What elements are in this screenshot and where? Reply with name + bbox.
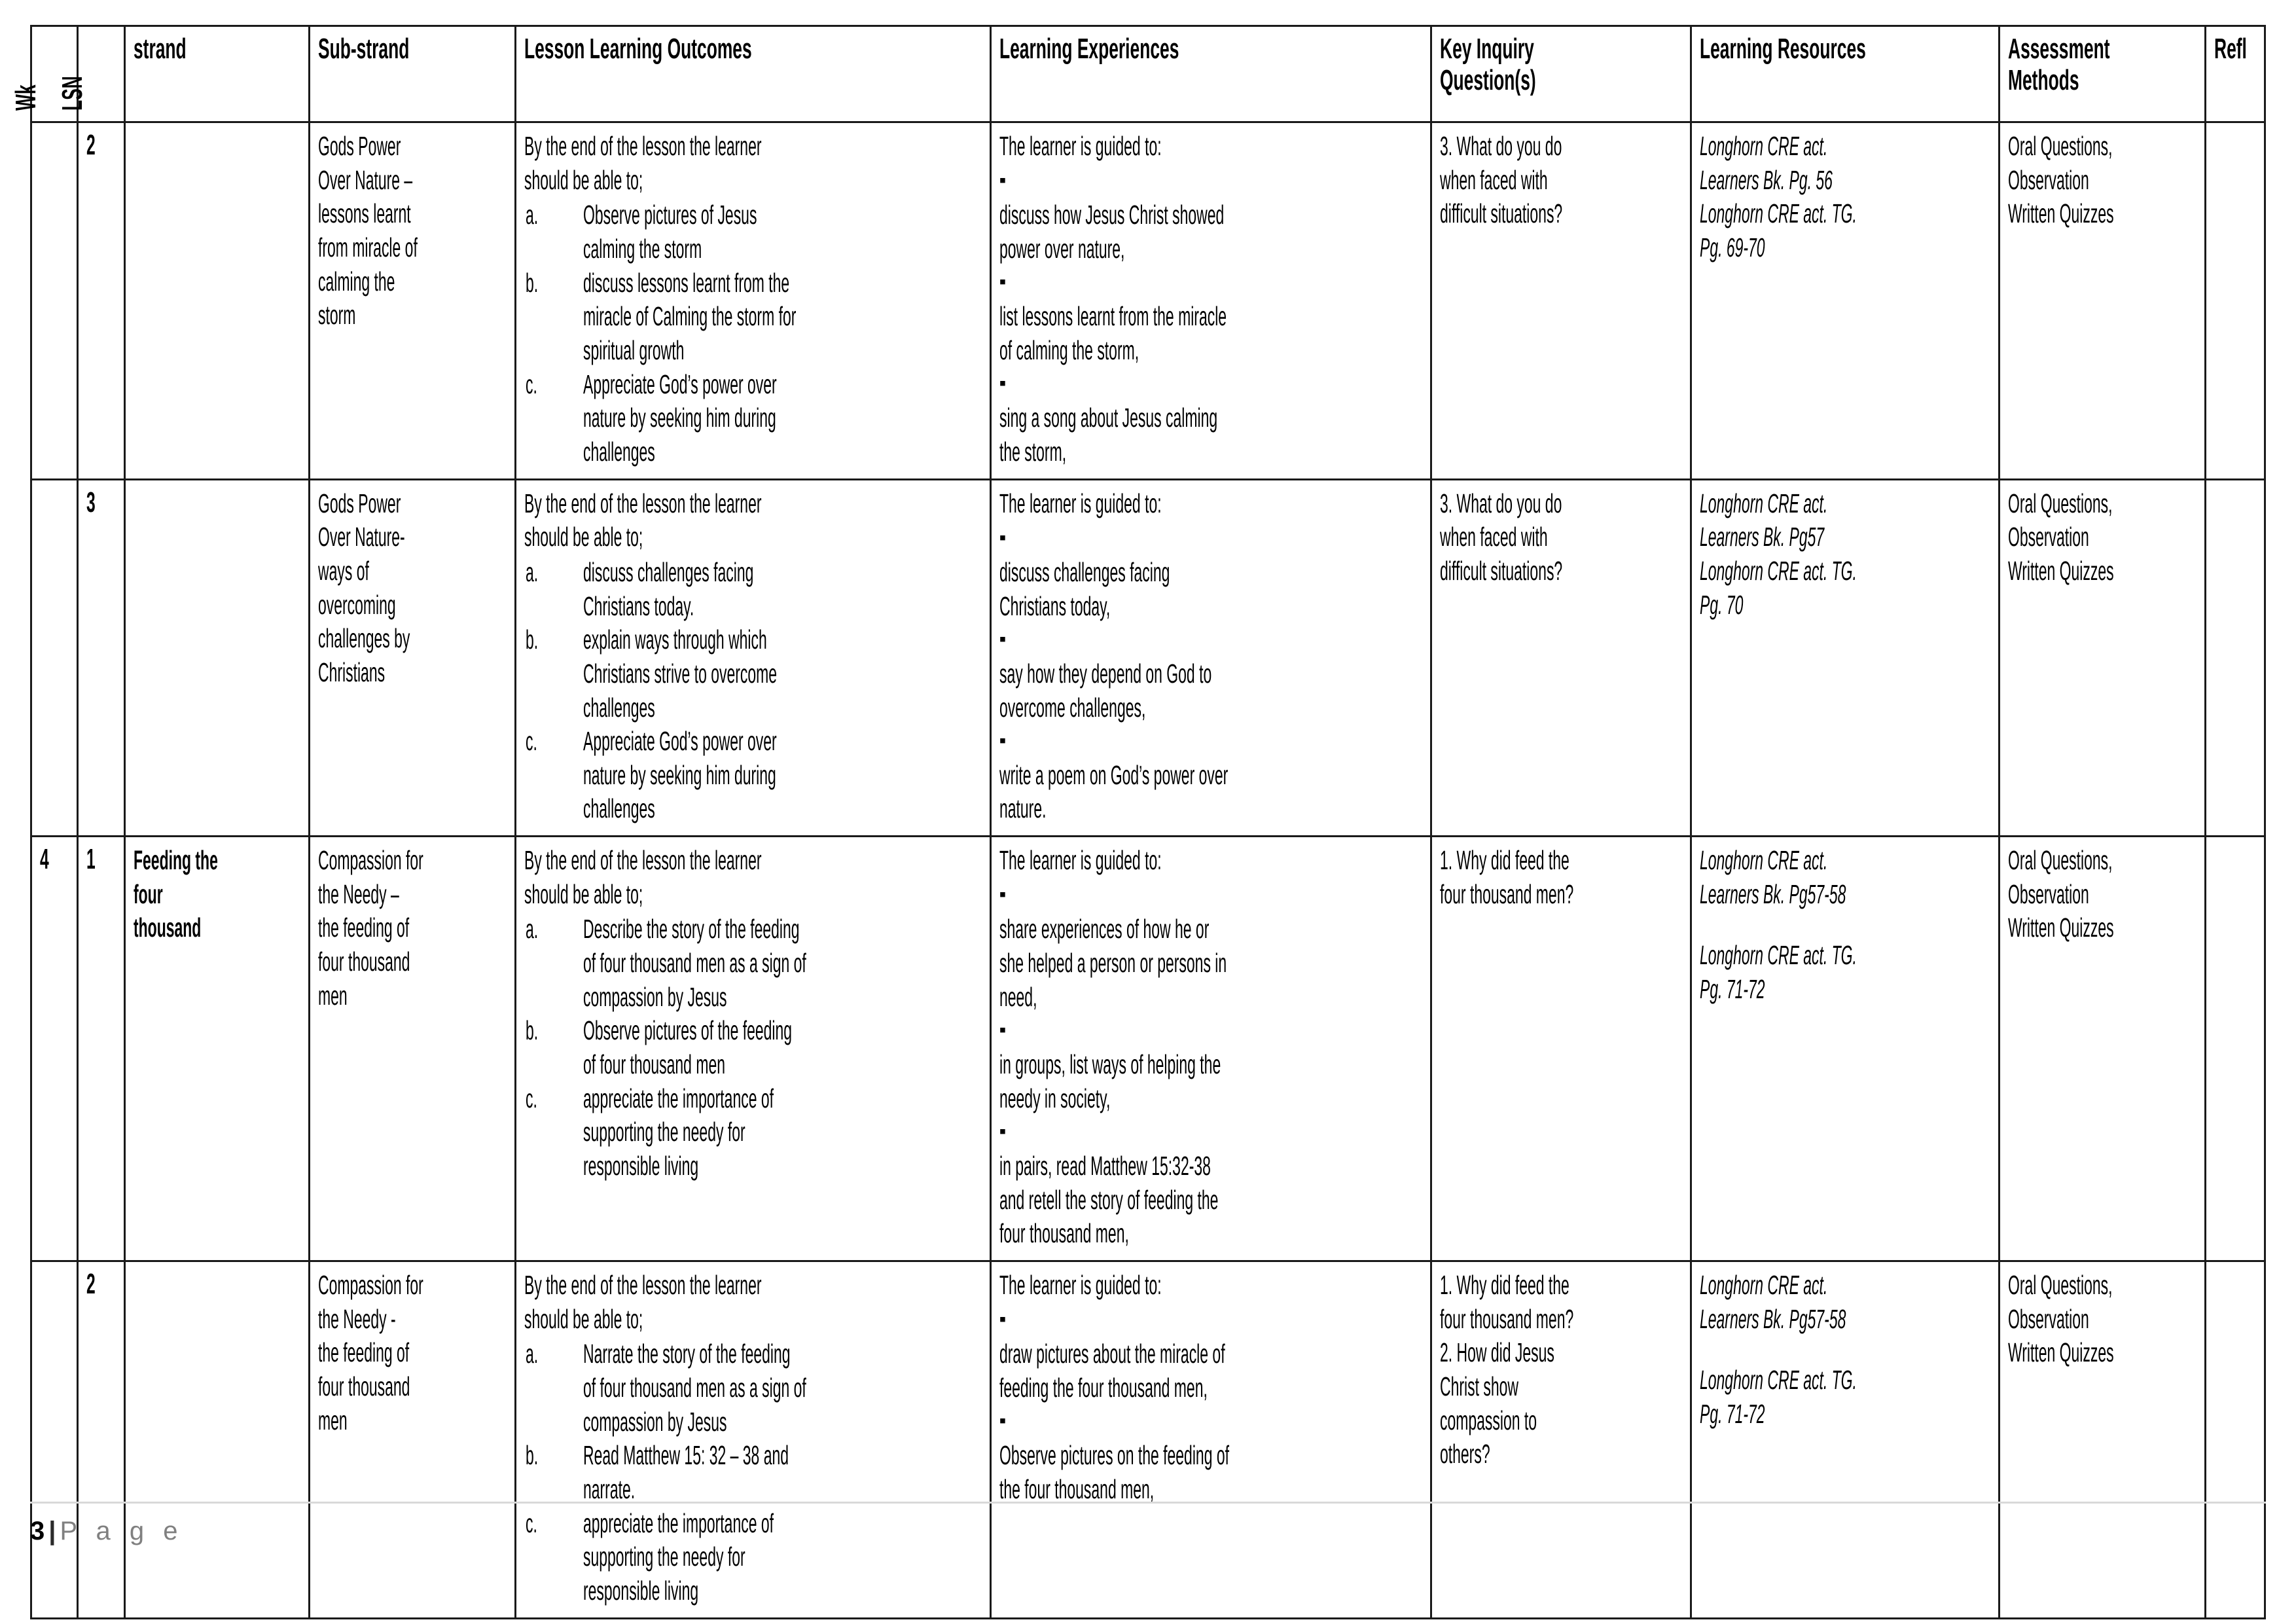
cell-strand [124, 837, 309, 1261]
llo-item-text: Appreciate God’s power over nature by seeking him during challenges [583, 726, 781, 824]
cell-sub-strand [309, 479, 515, 837]
lex-list-item [999, 1405, 1424, 1507]
square-bullet-icon: ▪ [999, 1308, 1007, 1331]
cell-learning-resources [1691, 1261, 2000, 1619]
llo-list-item [524, 1082, 982, 1183]
assessment-method: Observation [2008, 164, 2089, 195]
llo-list-item [524, 198, 982, 266]
page-number-block [30, 1518, 2266, 1544]
column-header-lesson-learning-outcomes [516, 26, 990, 122]
cell-lesson-learning-outcomes [516, 479, 990, 837]
llo-item-text: discuss challenges facing Christians today. [583, 556, 758, 621]
cell-assessment-methods [2000, 479, 2206, 837]
cell-wk [31, 837, 78, 1261]
learning-resource: Longhorn CRE act. TG. Pg. 70 [1700, 555, 1861, 620]
llo-list-item [524, 623, 982, 725]
lex-item-text: discuss how Jesus Christ showed power over nature, [999, 200, 1229, 264]
llo-item-marker: b. [526, 1015, 539, 1046]
llo-list-item [524, 1439, 982, 1506]
cell-wk [31, 479, 78, 837]
sub-strand-detail: the feeding of four thousand men [317, 1337, 414, 1435]
llo-lead-text: By the end of the lesson the learner should be able to; [524, 131, 766, 195]
square-bullet-icon: ▪ [999, 526, 1007, 549]
llo-list-item [524, 368, 982, 469]
column-header-lr-label: Learning Resources [1700, 33, 1866, 65]
column-header-llo-label: Lesson Learning Outcomes [524, 33, 752, 65]
table-row [31, 837, 2265, 1261]
cell-sub-strand [309, 122, 515, 480]
cell-learning-resources [1691, 837, 2000, 1261]
scheme-of-work-table [10, 25, 2266, 1619]
column-header-kiq-label: Key Inquiry Question(s) [1439, 33, 1539, 96]
lex-item-text: in pairs, read Matthew 15:32-38 and retell the story of feeding the four thousand men, [999, 1151, 1223, 1249]
llo-item-marker: b. [526, 267, 539, 298]
lex-item-text: list lessons learnt from the miracle of calming the storm, [999, 301, 1231, 365]
lex-list-item [999, 623, 1424, 725]
assessment-method: Written Quizzes [2008, 555, 2114, 586]
lex-list [999, 1304, 1424, 1507]
llo-list [524, 198, 982, 469]
cell-key-inquiry-questions [1431, 1261, 1691, 1619]
column-header-sub-strand-label: Sub-strand [317, 33, 410, 65]
cell-sub-strand [309, 1261, 515, 1619]
llo-item-text: appreciate the importance of supporting the needy for responsible living [583, 1507, 778, 1606]
lex-list-item [999, 165, 1424, 266]
cell-refl [2206, 122, 2265, 480]
cell-refl [2206, 837, 2265, 1261]
cell-key-inquiry-questions [1431, 479, 1691, 837]
lesson-number: 2 [86, 1268, 96, 1300]
lex-lead-text: The learner is guided to: [999, 1270, 1162, 1300]
lex-list-item [999, 368, 1424, 469]
llo-item-marker: c. [526, 1507, 538, 1538]
cell-lsn [78, 479, 124, 837]
lex-list-item [999, 1115, 1424, 1251]
cell-learning-experiences [990, 837, 1431, 1261]
cell-strand [124, 122, 309, 480]
square-bullet-icon: ▪ [999, 1120, 1007, 1142]
cell-lsn [78, 1261, 124, 1619]
cell-strand [124, 1261, 309, 1619]
llo-item-text: Narrate the story of the feeding of four thousand men as a sign of compassion by Jesus [583, 1339, 811, 1437]
lex-lead-text: The learner is guided to: [999, 488, 1162, 518]
cell-lsn [78, 837, 124, 1261]
llo-list-item [524, 1337, 982, 1439]
llo-item-marker: a. [526, 1339, 539, 1369]
assessment-method: Observation [2008, 1303, 2089, 1334]
assessment-method: Oral Questions, [2008, 845, 2113, 876]
llo-list-item [524, 556, 982, 623]
resource-spacer [1700, 1336, 1992, 1363]
learning-resource: Longhorn CRE act. TG. Pg. 71-72 [1700, 940, 1861, 1005]
key-inquiry-question: 3. What do you do when faced with difficult situations? [1439, 488, 1566, 586]
assessment-method: Oral Questions, [2008, 488, 2113, 518]
assessment-method: Observation [2008, 878, 2089, 909]
column-header-am-label: Assessment Methods [2008, 33, 2115, 96]
table-row [31, 1261, 2265, 1619]
lex-list [999, 165, 1424, 469]
footer-separator: | [48, 1517, 56, 1545]
column-header-strand-label: strand [133, 33, 187, 65]
sub-strand-detail: ways of overcoming challenges by Christians [317, 555, 414, 687]
lex-item-text: Observe pictures on the feeding of the four thousand men, [999, 1440, 1234, 1504]
llo-list-item [524, 1014, 982, 1081]
column-header-refl-label: Refl [2214, 33, 2248, 65]
resource-spacer [1700, 911, 1992, 939]
llo-item-marker: c. [526, 369, 538, 399]
week-number: 4 [40, 843, 49, 876]
square-bullet-icon: ▪ [999, 170, 1007, 192]
llo-item-marker: b. [526, 1440, 539, 1471]
llo-list-item [524, 266, 982, 368]
lex-item-text: write a poem on God’s power over nature. [999, 759, 1232, 824]
lex-list-item [999, 266, 1424, 368]
lex-list [999, 879, 1424, 1251]
footer-page-word: P a g e [60, 1517, 184, 1545]
sub-strand-detail: the feeding of four thousand men [317, 912, 414, 1011]
llo-item-text: Observe pictures of the feeding of four thousand men [583, 1015, 797, 1080]
llo-item-marker: a. [526, 200, 539, 230]
llo-item-marker: a. [526, 914, 539, 945]
cell-assessment-methods [2000, 837, 2206, 1261]
lex-item-text: say how they depend on God to overcome challenges, [999, 658, 1216, 723]
lex-list [999, 522, 1424, 826]
column-header-sub-strand [309, 26, 515, 122]
key-inquiry-question: 2. How did Jesus Christ show compassion to others? [1439, 1337, 1558, 1470]
llo-list [524, 1337, 982, 1608]
assessment-method: Observation [2008, 522, 2089, 552]
cell-refl [2206, 479, 2265, 837]
column-header-lex-label: Learning Experiences [999, 33, 1179, 65]
llo-lead-text: By the end of the lesson the learner should be able to; [524, 1270, 766, 1334]
llo-item-marker: b. [526, 624, 539, 655]
cell-learning-resources [1691, 122, 2000, 480]
cell-lesson-learning-outcomes [516, 1261, 990, 1619]
lex-item-text: draw pictures about the miracle of feeding the four thousand men, [999, 1339, 1229, 1403]
lesson-number: 1 [86, 843, 96, 876]
cell-assessment-methods [2000, 1261, 2206, 1619]
cell-learning-experiences [990, 1261, 1431, 1619]
square-bullet-icon: ▪ [999, 1019, 1007, 1041]
square-bullet-icon: ▪ [999, 729, 1007, 751]
column-header-refl [2206, 26, 2265, 122]
cell-sub-strand [309, 837, 515, 1261]
cell-lesson-learning-outcomes [516, 122, 990, 480]
lex-list-item [999, 1304, 1424, 1405]
lex-list-item [999, 522, 1424, 623]
footer-page-number: 3 [30, 1517, 45, 1545]
llo-item-text: Observe pictures of Jesus calming the storm [583, 200, 761, 264]
llo-item-marker: c. [526, 1083, 538, 1113]
cell-refl [2206, 1261, 2265, 1619]
llo-list-item [524, 725, 982, 826]
cell-learning-experiences [990, 479, 1431, 837]
lex-lead-text: The learner is guided to: [999, 845, 1162, 876]
lex-item-text: share experiences of how he or she helped a person or persons in need, [999, 914, 1231, 1012]
cell-learning-resources [1691, 479, 2000, 837]
learning-resource: Longhorn CRE act. Learners Bk. Pg57-58 [1700, 845, 1846, 909]
cell-wk [31, 122, 78, 480]
lesson-number: 2 [86, 129, 96, 161]
table-row [31, 122, 2265, 480]
llo-lead-text: By the end of the lesson the learner should be able to; [524, 845, 766, 909]
llo-lead-text: By the end of the lesson the learner should be able to; [524, 488, 766, 552]
square-bullet-icon: ▪ [999, 628, 1007, 650]
lex-lead-text: The learner is guided to: [999, 131, 1162, 161]
cell-lesson-learning-outcomes [516, 837, 990, 1261]
llo-item-text: Appreciate God’s power over nature by seeking him during challenges [583, 369, 781, 467]
key-inquiry-question: 1. Why did feed the four thousand men? [1439, 845, 1573, 909]
lesson-number: 3 [86, 486, 96, 518]
key-inquiry-question: 1. Why did feed the four thousand men? [1439, 1270, 1573, 1334]
sub-strand-title: Compassion for the Needy - [317, 1270, 427, 1334]
llo-list [524, 912, 982, 1183]
assessment-method: Written Quizzes [2008, 198, 2114, 229]
cell-assessment-methods [2000, 122, 2206, 480]
sub-strand-title: Compassion for the Needy – [317, 845, 427, 909]
square-bullet-icon: ▪ [999, 1410, 1007, 1432]
column-header-learning-resources [1691, 26, 2000, 122]
cell-strand [124, 479, 309, 837]
column-header-assessment-methods [2000, 26, 2206, 122]
square-bullet-icon: ▪ [999, 372, 1007, 395]
key-inquiry-question: 3. What do you do when faced with difficult situations? [1439, 131, 1566, 229]
llo-item-marker: a. [526, 556, 539, 587]
lex-item-text: discuss challenges facing Christians today, [999, 556, 1174, 621]
lex-list-item [999, 725, 1424, 826]
column-header-lsn [56, 26, 124, 122]
lex-list-item [999, 1014, 1424, 1115]
sub-strand-title: Gods Power Over Nature – [317, 131, 417, 195]
table-body [31, 122, 2265, 1619]
assessment-method: Written Quizzes [2008, 912, 2114, 943]
learning-resource: Longhorn CRE act. Learners Bk. Pg57 [1700, 488, 1832, 552]
lex-item-text: in groups, list ways of helping the needy in society, [999, 1049, 1225, 1113]
cell-wk [31, 1261, 78, 1619]
table-header [10, 26, 2265, 122]
assessment-method: Written Quizzes [2008, 1337, 2114, 1368]
header-row [31, 26, 2265, 122]
cell-key-inquiry-questions [1431, 837, 1691, 1261]
llo-list [524, 556, 982, 826]
learning-resource: Longhorn CRE act. TG. Pg. 69-70 [1700, 198, 1861, 262]
column-header-learning-experiences [990, 26, 1431, 122]
llo-item-text: appreciate the importance of supporting the needy for responsible living [583, 1083, 778, 1182]
learning-resource: Longhorn CRE act. Learners Bk. Pg. 56 [1700, 131, 1833, 195]
lex-list-item [999, 879, 1424, 1015]
learning-resource: Longhorn CRE act. Learners Bk. Pg57-58 [1700, 1270, 1846, 1334]
cell-lsn [78, 122, 124, 480]
assessment-method: Oral Questions, [2008, 1270, 2113, 1300]
llo-item-text: Describe the story of the feeding of four thousand men as a sign of compassion by Jesus [583, 914, 811, 1012]
cell-learning-experiences [990, 122, 1431, 480]
column-header-lsn-label: LSN [56, 76, 89, 111]
llo-item-marker: c. [526, 726, 538, 757]
llo-item-text: Read Matthew 15: 32 – 38 and narrate. [583, 1440, 793, 1504]
square-bullet-icon: ▪ [999, 884, 1007, 906]
table-row [31, 479, 2265, 837]
column-header-strand [124, 26, 309, 122]
square-bullet-icon: ▪ [999, 271, 1007, 293]
sub-strand-title: Gods Power Over Nature- [317, 488, 409, 552]
assessment-method: Oral Questions, [2008, 131, 2113, 161]
lex-item-text: sing a song about Jesus calming the storm, [999, 403, 1222, 467]
cell-key-inquiry-questions [1431, 122, 1691, 480]
sub-strand-detail: lessons learnt from miracle of calming the storm [317, 198, 422, 331]
footer-divider [30, 1502, 2266, 1504]
learning-resource: Longhorn CRE act. TG. Pg. 71-72 [1700, 1365, 1861, 1429]
llo-item-text: discuss lessons learnt from the miracle of Calming the storm for spiritual growth [583, 267, 800, 365]
column-header-key-inquiry-questions [1431, 26, 1691, 122]
llo-item-text: explain ways through which Christians strive to overcome challenges [583, 624, 781, 723]
strand-text: Feeding the four thousand [133, 845, 223, 943]
llo-list-item [524, 912, 982, 1014]
page-footer [30, 1502, 2266, 1544]
column-header-wk-label: Wk [10, 84, 42, 111]
